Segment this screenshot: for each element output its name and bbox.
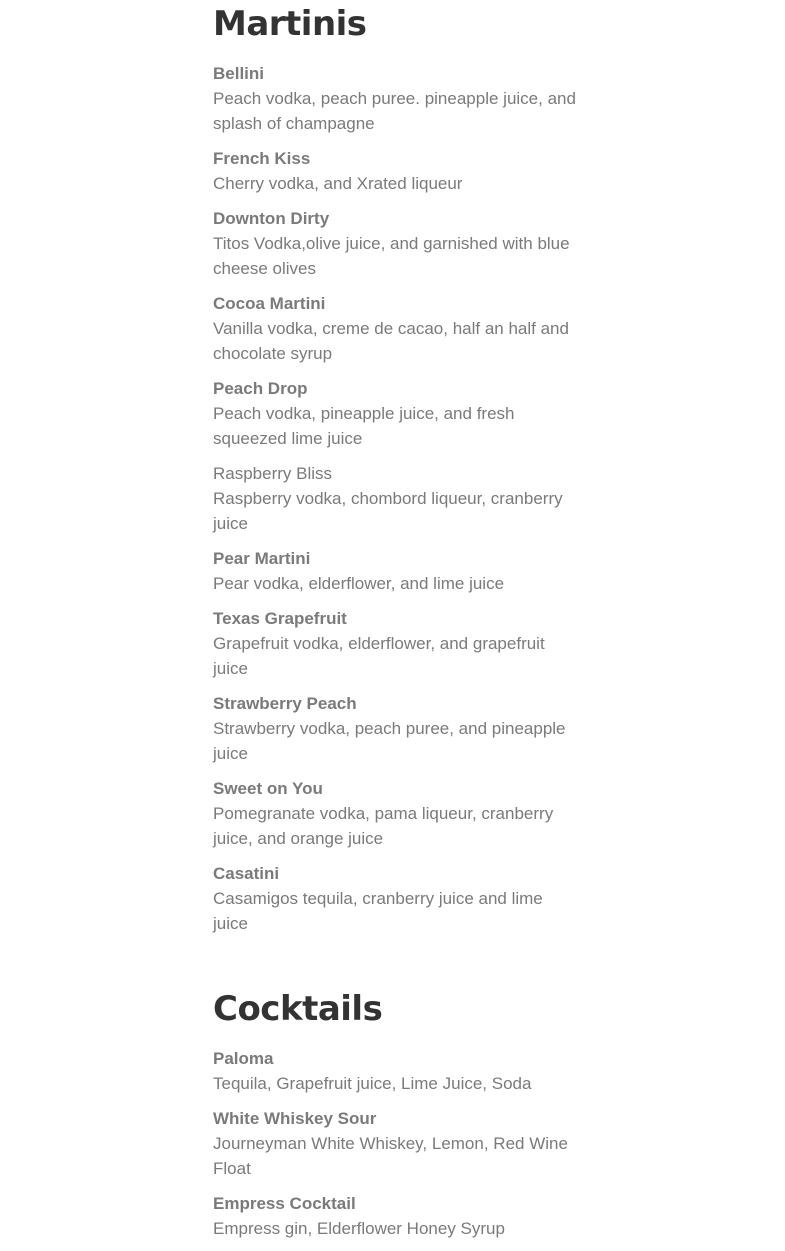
menu-item [213, 606, 578, 681]
menu-item [213, 546, 578, 596]
menu-item-description: Strawberry vodka, peach puree, and pineapple juice [213, 719, 566, 763]
menu-item [213, 291, 578, 366]
menu-item-name: Empress Cocktail [213, 1194, 356, 1213]
menu-item-name: Texas Grapefruit [213, 609, 347, 628]
menu-item-name: Pear Martini [213, 549, 311, 568]
menu-item-name: Paloma [213, 1049, 274, 1068]
menu-item-description: Casamigos tequila, cranberry juice and lime juice [213, 889, 543, 933]
menu-item-description: Vanilla vodka, creme de cacao, half an half and chocolate syrup [213, 319, 569, 363]
menu-item [213, 206, 578, 281]
menu-item [213, 1106, 578, 1181]
cocktails-heading: Cocktails [213, 989, 383, 1029]
menu-item [213, 861, 578, 936]
menu-item-description: Titos Vodka,olive juice, and garnished with blue cheese olives [213, 234, 570, 278]
martinis-section [213, 1, 578, 936]
menu-item-description: Cherry vodka, and Xrated liqueur [213, 174, 463, 193]
martinis-list [213, 61, 578, 936]
menu-item-name: Bellini [213, 64, 265, 83]
menu-item-description: Tequila, Grapefruit juice, Lime Juice, Soda [213, 1074, 532, 1093]
cocktails-section [213, 986, 578, 1241]
menu-item-description: Empress gin, Elderflower Honey Syrup [213, 1219, 505, 1238]
menu-item-name: Casatini [213, 864, 280, 883]
menu-item-description: Pomegranate vodka, pama liqueur, cranberry juice, and orange juice [213, 804, 554, 848]
menu-item-description: Peach vodka, peach puree. pineapple juice, and splash of champagne [213, 89, 576, 133]
menu-item-name: French Kiss [213, 149, 311, 168]
menu-item-name: Sweet on You [213, 779, 323, 798]
menu-item [213, 1191, 578, 1241]
menu-item-name: Peach Drop [213, 379, 308, 398]
menu-item-description: Grapefruit vodka, elderflower, and grapefruit juice [213, 634, 545, 678]
menu-column [213, 0, 578, 1251]
menu-item [213, 691, 578, 766]
menu-item-name: Raspberry Bliss [213, 464, 333, 483]
menu-item-name: White Whiskey Sour [213, 1109, 377, 1128]
menu-item [213, 1046, 578, 1096]
menu-item-description: Peach vodka, pineapple juice, and fresh squeezed lime juice [213, 404, 515, 448]
cocktails-list [213, 1046, 578, 1241]
menu-item [213, 146, 578, 196]
menu-item [213, 376, 578, 451]
menu-item-name: Downton Dirty [213, 209, 330, 228]
menu-item-description: Pear vodka, elderflower, and lime juice [213, 574, 505, 593]
menu-item-name: Cocoa Martini [213, 294, 326, 313]
menu-item [213, 61, 578, 136]
menu-item [213, 776, 578, 851]
menu-item [213, 461, 578, 536]
menu-item-description: Raspberry vodka, chombord liqueur, cranberry juice [213, 489, 563, 533]
martinis-heading: Martinis [213, 4, 367, 44]
menu-item-name: Strawberry Peach [213, 694, 357, 713]
menu-item-description: Journeyman White Whiskey, Lemon, Red Wine Float [213, 1134, 568, 1178]
